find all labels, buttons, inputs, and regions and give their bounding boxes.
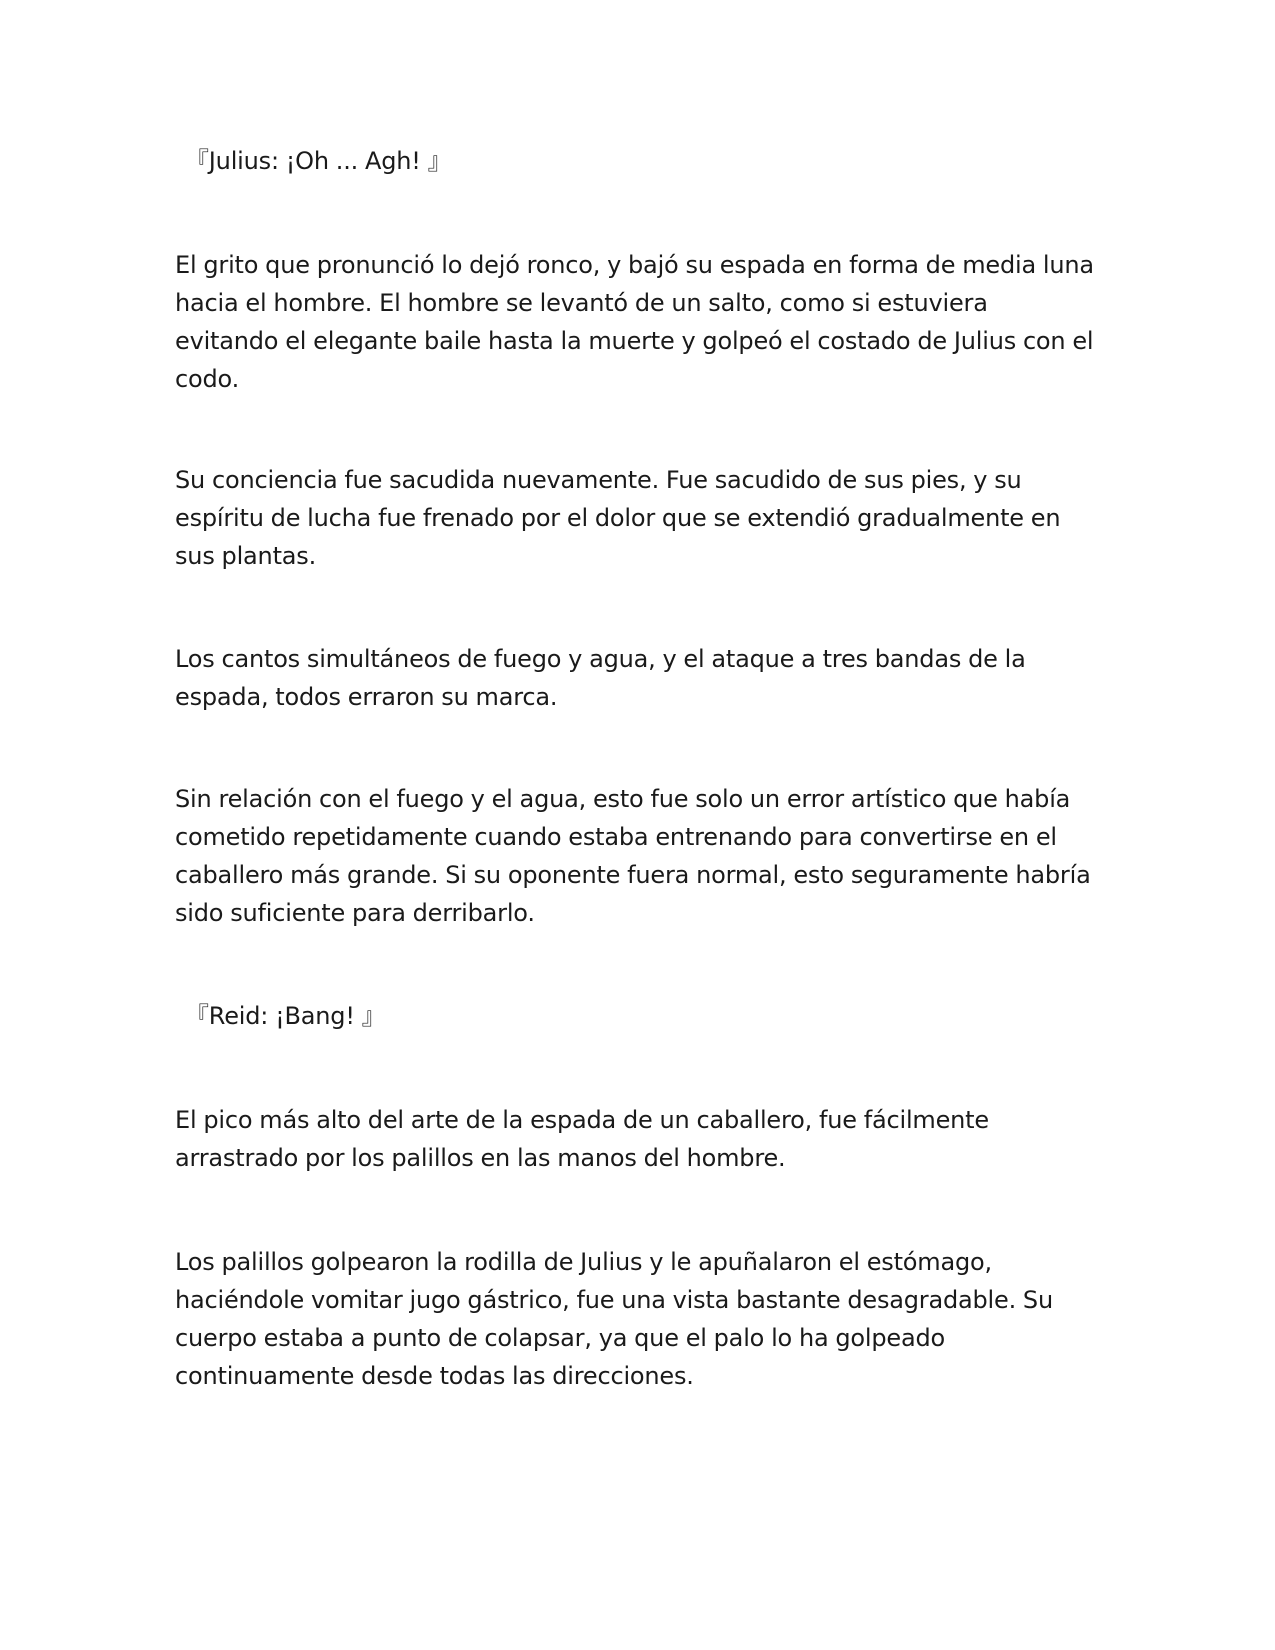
dialogue-line-reid: 『Reid: ¡Bang! 』 (185, 1002, 386, 1030)
paragraph: El grito que pronunció lo dejó ronco, y bajó su espada en forma de media luna hacia el hombre. El hombre se levantó de un salto, como si estuviera evitando el elegante baile hasta la muerte y golpeó el costado de Julius con el codo. (175, 251, 1094, 393)
paragraph: Los cantos simultáneos de fuego y agua, y el ataque a tres bandas de la espada, todos erraron su marca. (175, 645, 1026, 711)
paragraph: Sin relación con el fuego y el agua, esto fue solo un error artístico que había cometido repetidamente cuando estaba entrenando para convertirse en el caballero más grande. Si su oponente fuera normal, esto seguramente habría sido suficiente para derribarlo. (175, 785, 1091, 927)
paragraph: Su conciencia fue sacudida nuevamente. Fue sacudido de sus pies, y su espíritu de lucha fue frenado por el dolor que se extendió gradualmente en sus plantas. (175, 466, 1061, 570)
paragraph: Los palillos golpearon la rodilla de Julius y le apuñalaron el estómago, haciéndole vomitar jugo gástrico, fue una vista bastante desagradable. Su cuerpo estaba a punto de colapsar, ya que el palo lo ha golpeado continuamente desde todas las direcciones. (175, 1248, 1053, 1390)
paragraph: El pico más alto del arte de la espada de un caballero, fue fácilmente arrastrado por los palillos en las manos del hombre. (175, 1106, 989, 1172)
dialogue-line-julius: 『Julius: ¡Oh ... Agh! 』 (185, 147, 452, 175)
